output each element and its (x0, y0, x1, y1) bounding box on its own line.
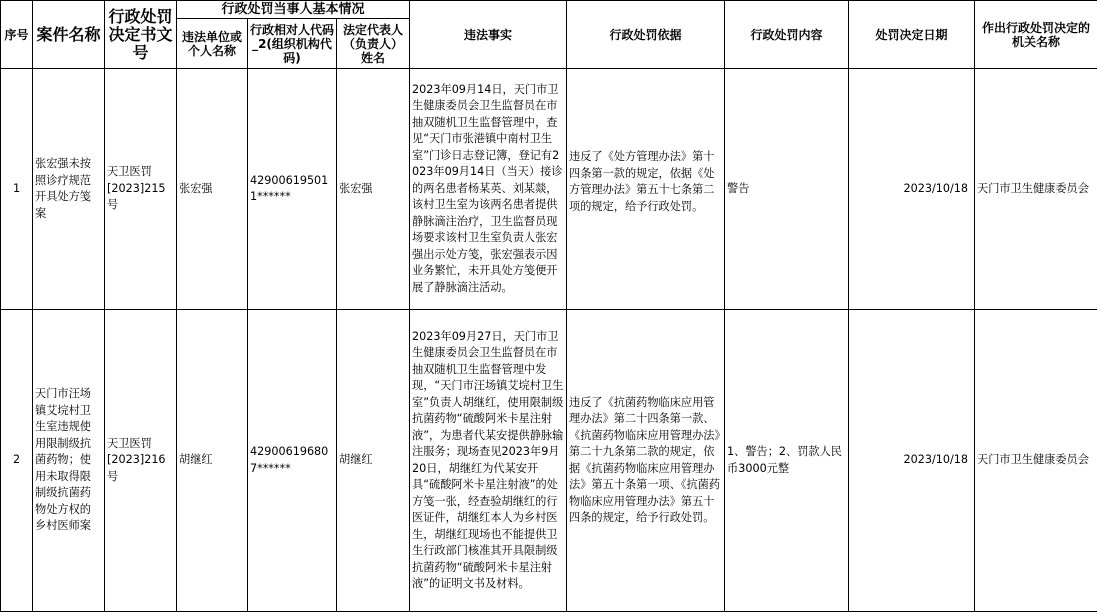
row-facts: 2023年09月27日，天门市卫生健康委员会卫生监督员在市抽双随机卫生监督管理中发现，“天门市汪场镇艾垸村卫生室”负责人胡继红，使用限制级抗菌药物“硫酸阿米卡星注射液”，为患者代某安提供静脉输注服务；现场查见2023年9月20日，胡继红为代某安开具“硫酸阿米卡星注射液”的处方笺一张，经查验胡继红的行医证件，胡继红本人为乡村医生，胡继红现场也不能提供卫生行政部门核准其开具限制级抗菌药物“硫酸阿米卡星注射液”的证明文书及材料。 (410, 310, 567, 612)
row-decision-no: 天卫医罚[2023]215号 (105, 69, 177, 310)
row-party-code: 429006196807****** (248, 310, 337, 612)
header-party-name: 违法单位或个人名称 (177, 19, 248, 69)
row-legal-rep: 张宏强 (337, 69, 410, 310)
header-case-name: 案件名称 (33, 1, 105, 69)
row-date: 2023/10/18 (849, 69, 975, 310)
header-authority: 作出行政处罚决定的机关名称 (975, 1, 1097, 69)
header-party-code: 行政相对人代码_2(组织机构代码) (248, 19, 337, 69)
header-legal-rep: 法定代表人（负责人）姓名 (337, 19, 410, 69)
row-facts: 2023年09月14日，天门市卫生健康委员会卫生监督员在市抽双随机卫生监督管理中，查见“天门市张港镇中南村卫生室”门诊日志登记簿，登记有2023年09月14日（当天）接诊的两名患者杨某英、刘某燚，该村卫生室为该两名患者提供静脉滴注治疗，卫生监督员现场要求该村卫生室负责人张宏强出示处方笺，张宏强表示因业务繁忙，未开具处方笺便开展了静脉滴注活动。 (410, 69, 567, 310)
row-authority: 天门市卫生健康委员会 (975, 69, 1097, 310)
header-basis: 行政处罚依据 (567, 1, 725, 69)
row-authority: 天门市卫生健康委员会 (975, 310, 1097, 612)
header-seq: 序号 (1, 1, 33, 69)
row-case-name: 天门市汪场镇艾垸村卫生室违规使用限制级抗菌药物；使用未取得限制级抗菌药物处方权的乡村医师案 (33, 310, 105, 612)
header-facts: 违法事实 (410, 1, 567, 69)
row-party-code: 429006195011****** (248, 69, 337, 310)
row-content: 1、警告；2、罚款人民币3000元整 (725, 310, 849, 612)
row-party-name: 胡继红 (177, 310, 248, 612)
header-date: 处罚决定日期 (849, 1, 975, 69)
header-content: 行政处罚内容 (725, 1, 849, 69)
row-seq: 2 (1, 310, 33, 612)
row-legal-rep: 胡继红 (337, 310, 410, 612)
row-seq: 1 (1, 69, 33, 310)
table-row (1, 69, 1097, 310)
header-decision-no: 行政处罚决定书文号 (105, 1, 177, 69)
row-content: 警告 (725, 69, 849, 310)
row-case-name: 张宏强未按照诊疗规范开具处方笺案 (33, 69, 105, 310)
row-date: 2023/10/18 (849, 310, 975, 612)
row-party-name: 张宏强 (177, 69, 248, 310)
row-basis: 违反了《处方管理办法》第十四条第一款的规定，依据《处方管理办法》第五十七条第二项的规定，给予行政处罚。 (567, 69, 725, 310)
row-decision-no: 天卫医罚[2023]216号 (105, 310, 177, 612)
header-party-group: 行政处罚当事人基本情况 (177, 1, 410, 19)
row-basis: 违反了《抗菌药物临床应用管理办法》第二十四条第一款、《抗菌药物临床应用管理办法》第二十九条第二款的规定，依据《抗菌药物临床应用管理办法》第五十条第一项、《抗菌药物临床应用管理办法》第五十四条的规定，给予行政处罚。 (567, 310, 725, 612)
table-row (1, 310, 1097, 612)
